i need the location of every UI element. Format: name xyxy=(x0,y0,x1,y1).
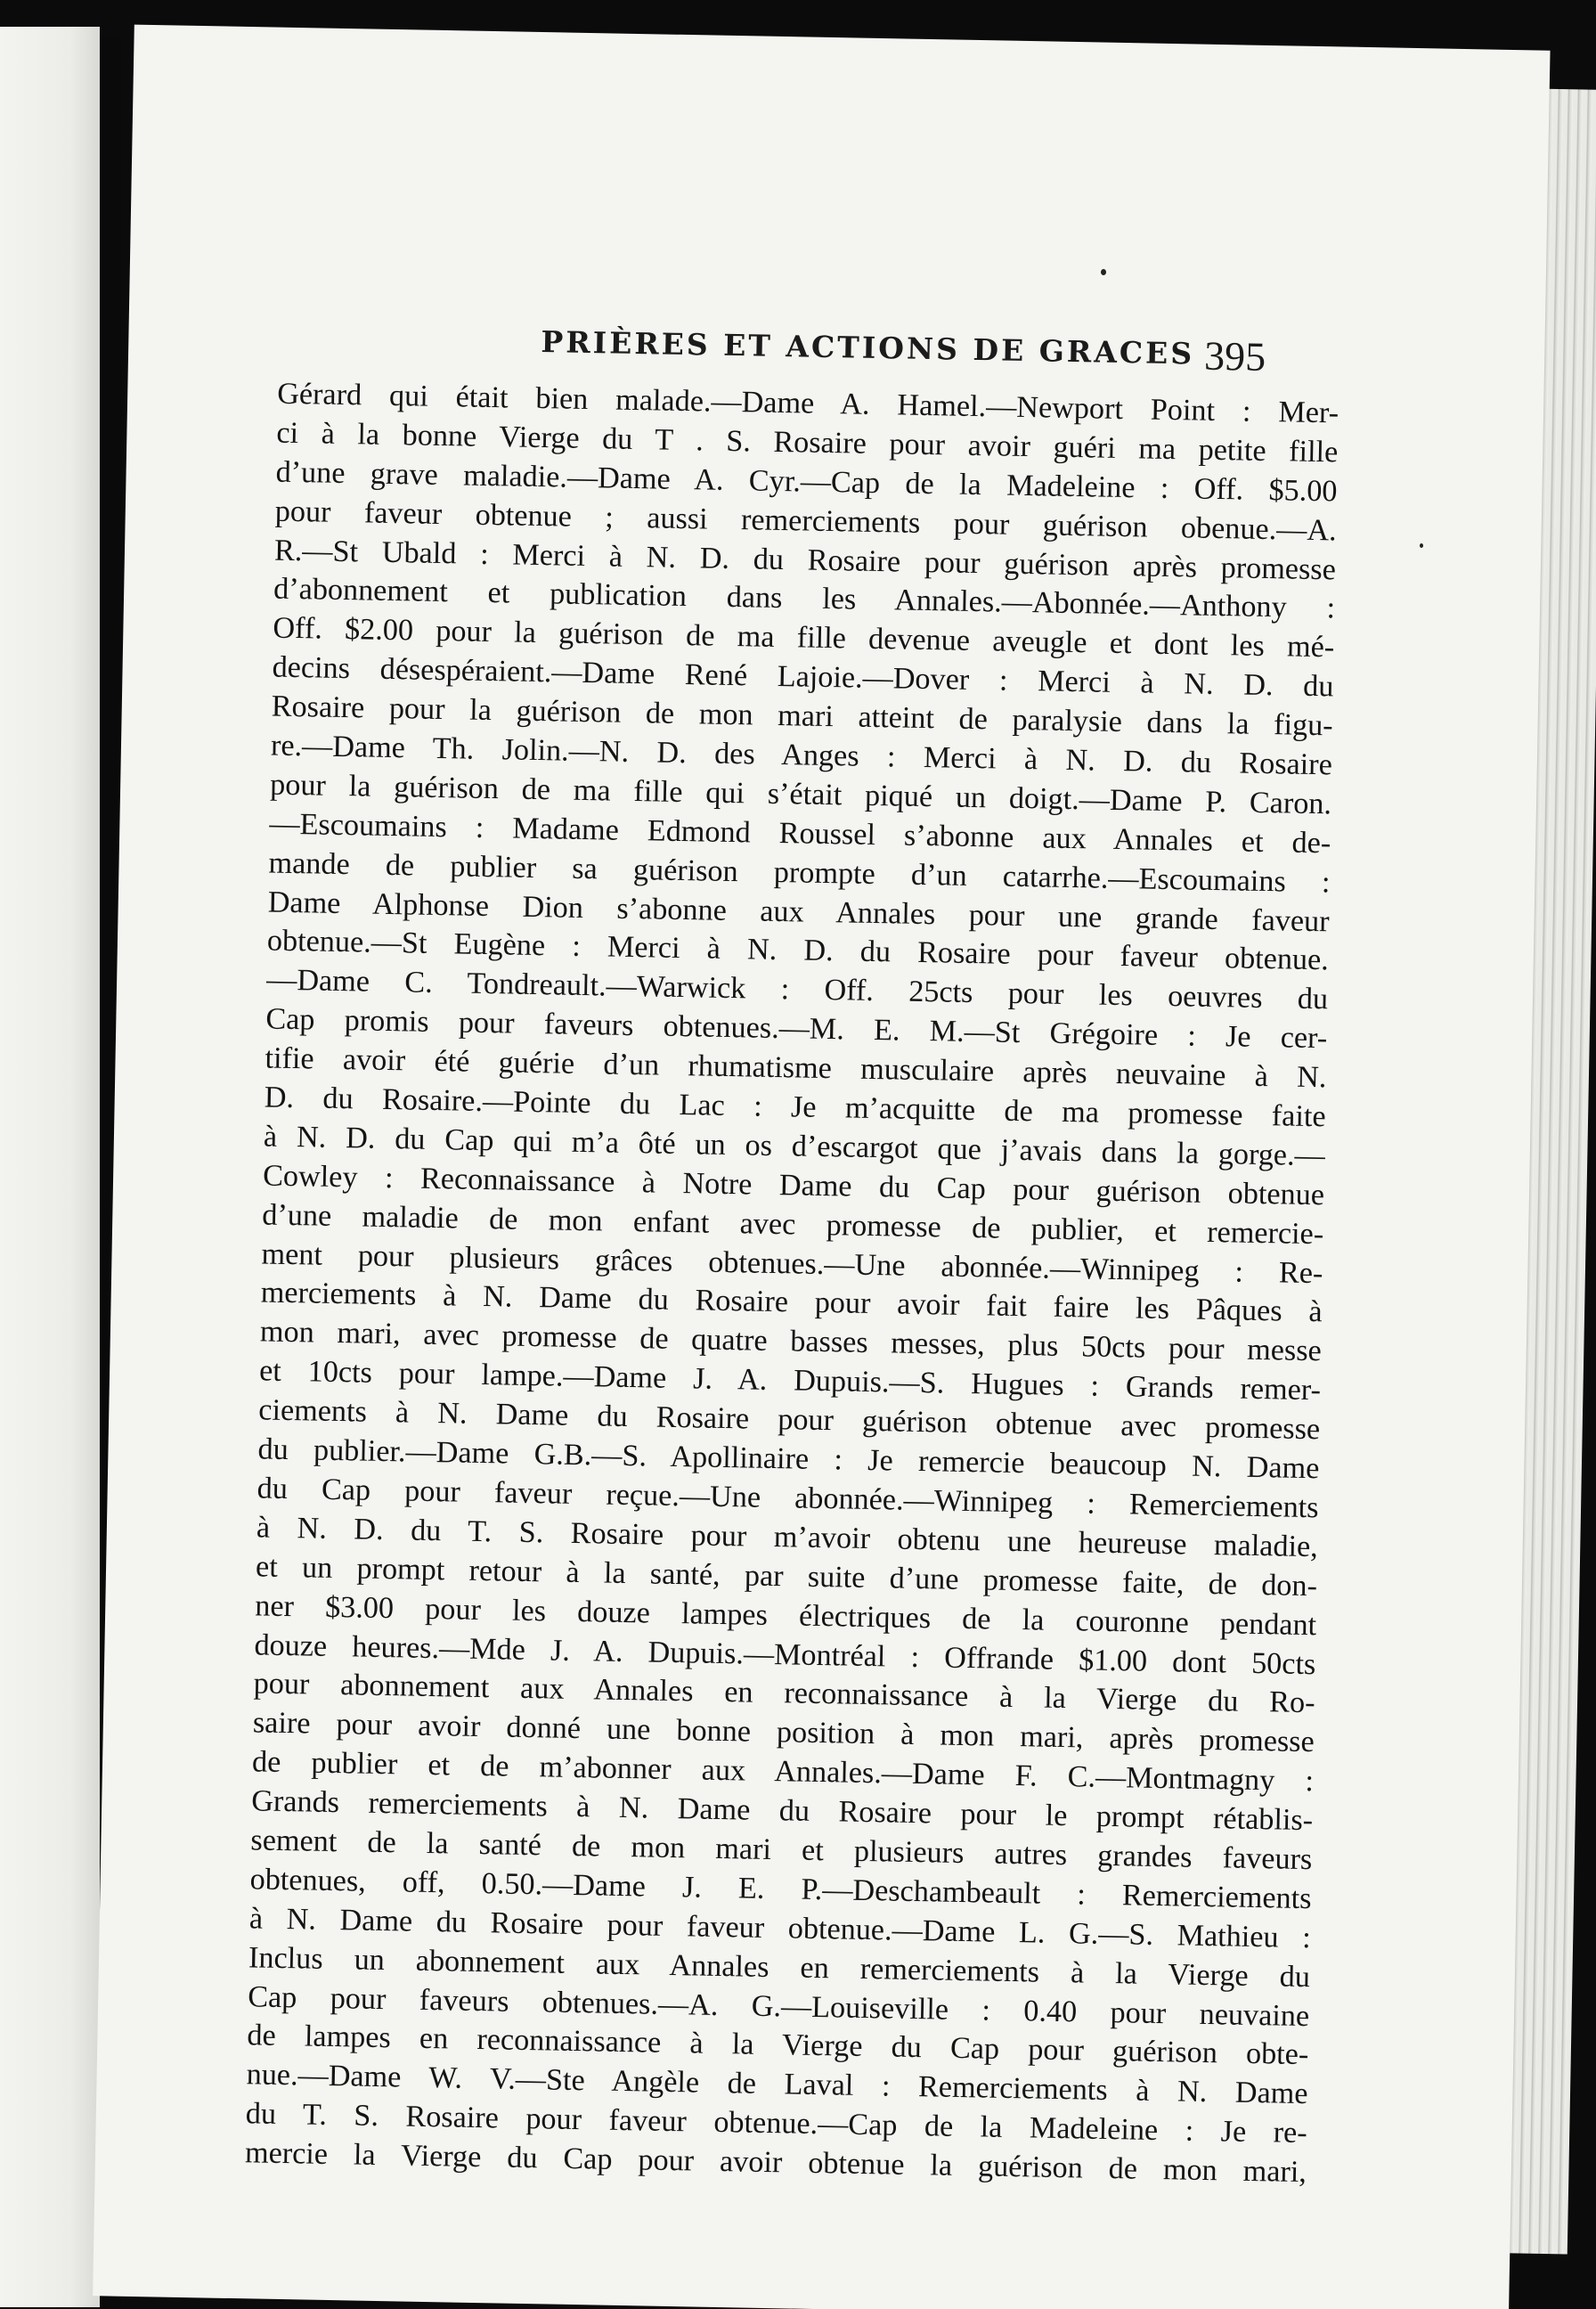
body-text xyxy=(245,375,1340,2192)
book-page xyxy=(93,25,1550,2309)
text-line: mercie la Vierge du Cap pour avoir obtenue la guérison de mon mari, xyxy=(244,2136,1307,2190)
text-line: —Escoumains : Madame Edmond Roussel s’abonne aux Annales et de- xyxy=(269,807,1331,861)
text-line: ciements à N. Dame du Rosaire pour guérison obtenue avec promesse xyxy=(258,1393,1321,1447)
running-title: PRIÈRES ET ACTIONS DE GRACES xyxy=(541,324,1195,371)
text-line: du publier.—Dame G.B.—S. Apollinaire : Je remercie beaucoup N. Dame xyxy=(257,1432,1320,1486)
text-line: pour faveur obtenue ; aussi remerciements pour guérison obenue.—A. xyxy=(274,494,1337,548)
text-line: mande de publier sa guérison prompte d’un catarrhe.—Escoumains : xyxy=(268,846,1331,900)
text-line: du Cap pour faveur reçue.—Une abonnée.—Winnipeg : Remerciements xyxy=(256,1472,1319,1525)
dust-speck xyxy=(1101,269,1106,275)
text-line: du T. S. Rosaire pour faveur obtenue.—Cap de la Madeleine : Je re- xyxy=(245,2097,1308,2150)
text-line: et un prompt retour à la santé, par suite d’une promesse faite, de don- xyxy=(255,1550,1318,1603)
text-line: ner $3.00 pour les douze lampes électriques de la couronne pendant xyxy=(254,1588,1317,1642)
text-line: d’une maladie de mon enfant avec promesse de publier, et remercie- xyxy=(262,1198,1324,1252)
text-line: à N. D. du Cap qui m’a ôté un os d’escargot que j’avais dans la gorge.— xyxy=(263,1120,1326,1173)
text-line: Rosaire pour la guérison de mon mari atteint de paralysie dans la figu- xyxy=(271,689,1333,743)
text-line: douze heures.—Mde J. A. Dupuis.—Montréal : Offrande $1.00 dont 50cts xyxy=(254,1628,1316,1681)
text-line: Grands remerciements à N. Dame du Rosaire pour le prompt rétablis- xyxy=(250,1784,1314,1838)
text-line: Cap pour faveurs obtenues.—A. G.—Louiseville : 0.40 pour neuvaine xyxy=(247,1979,1310,2033)
left-page-edge xyxy=(0,27,100,2307)
text-line: à N. D. du T. S. Rosaire pour m’avoir obtenu une heureuse maladie, xyxy=(256,1511,1319,1564)
text-line: R.—St Ubald : Merci à N. D. du Rosaire pour guérison après promesse xyxy=(273,534,1337,586)
text-line: Cowley : Reconnaissance à Notre Dame du Cap pour guérison obtenue xyxy=(262,1159,1325,1212)
text-line: re.—Dame Th. Jolin.—N. D. des Anges : Merci à N. D. du Rosaire xyxy=(270,729,1333,782)
text-line: decins désespéraient.—Dame René Lajoie.—Dover : Merci à N. D. du xyxy=(272,650,1334,704)
text-line: pour abonnement aux Annales en reconnaissance à la Vierge du Ro- xyxy=(253,1667,1315,1720)
dust-speck xyxy=(1420,543,1423,548)
text-line: Gérard qui était bien malade.—Dame A. Hamel.—Newport Point : Mer- xyxy=(276,377,1340,430)
text-line: et 10cts pour lampe.—Dame J. A. Dupuis.—S. Hugues : Grands remer- xyxy=(258,1354,1322,1407)
text-line: Cap promis pour faveurs obtenues.—M. E. M.—St Grégoire : Je cer- xyxy=(265,1002,1328,1056)
page-number: 395 xyxy=(1203,332,1266,379)
text-line: obtenues, off, 0.50.—Dame J. E. P.—Deschambeault : Remerciements xyxy=(249,1863,1312,1916)
text-line: Inclus un abonnement aux Annales en remerciements à la Vierge du xyxy=(248,1940,1311,1994)
text-line: obtenue.—St Eugène : Merci à N. D. du Rosaire pour faveur obtenue. xyxy=(266,924,1330,977)
text-line: saire pour avoir donné une bonne position à mon mari, après promesse xyxy=(252,1706,1315,1759)
text-line: à N. Dame du Rosaire pour faveur obtenue.—Dame L. G.—S. Mathieu : xyxy=(248,1902,1312,1954)
text-line: de publier et de m’abonner aux Annales.—Dame F. C.—Montmagny : xyxy=(251,1745,1315,1799)
text-line: de lampes en reconnaissance à la Vierge du Cap pour guérison obte- xyxy=(247,2019,1309,2072)
text-line: nue.—Dame W. V.—Ste Angèle de Laval : Remerciements à N. Dame xyxy=(246,2058,1308,2111)
text-line: Off. $2.00 pour la guérison de ma fille devenue aveugle et dont les mé- xyxy=(273,611,1335,665)
text-line: sement de la santé de mon mari et plusieurs autres grandes faveurs xyxy=(250,1824,1313,1877)
text-line: D. du Rosaire.—Pointe du Lac : Je m’acquitte de ma promesse faite xyxy=(264,1081,1326,1134)
text-line: d’une grave maladie.—Dame A. Cyr.—Cap de la Madeleine : Off. $5.00 xyxy=(275,455,1338,509)
text-line: tifie avoir été guérie d’un rhumatisme musculaire après neuvaine à N. xyxy=(265,1041,1327,1095)
text-line: Dame Alphonse Dion s’abonne aux Annales pour une grande faveur xyxy=(267,885,1330,938)
text-line: —Dame C. Tondreault.—Warwick : Off. 25cts pour les oeuvres du xyxy=(265,963,1329,1016)
text-line: ci à la bonne Vierge du T . S. Rosaire pour avoir guéri ma petite fille xyxy=(276,416,1339,469)
text-line: mon mari, avec promesse de quatre basses messes, plus 50cts pour messe xyxy=(259,1315,1323,1368)
text-line: ment pour plusieurs grâces obtenues.—Une abonnée.—Winnipeg : Re- xyxy=(261,1237,1323,1290)
text-line: pour la guérison de ma fille qui s’était piqué un doigt.—Dame P. Caron. xyxy=(269,768,1332,821)
text-line: d’abonnement et publication dans les Annales.—Abonnée.—Anthony : xyxy=(273,573,1336,625)
text-line: merciements à N. Dame du Rosaire pour avoir fait faire les Pâques à xyxy=(260,1276,1323,1329)
